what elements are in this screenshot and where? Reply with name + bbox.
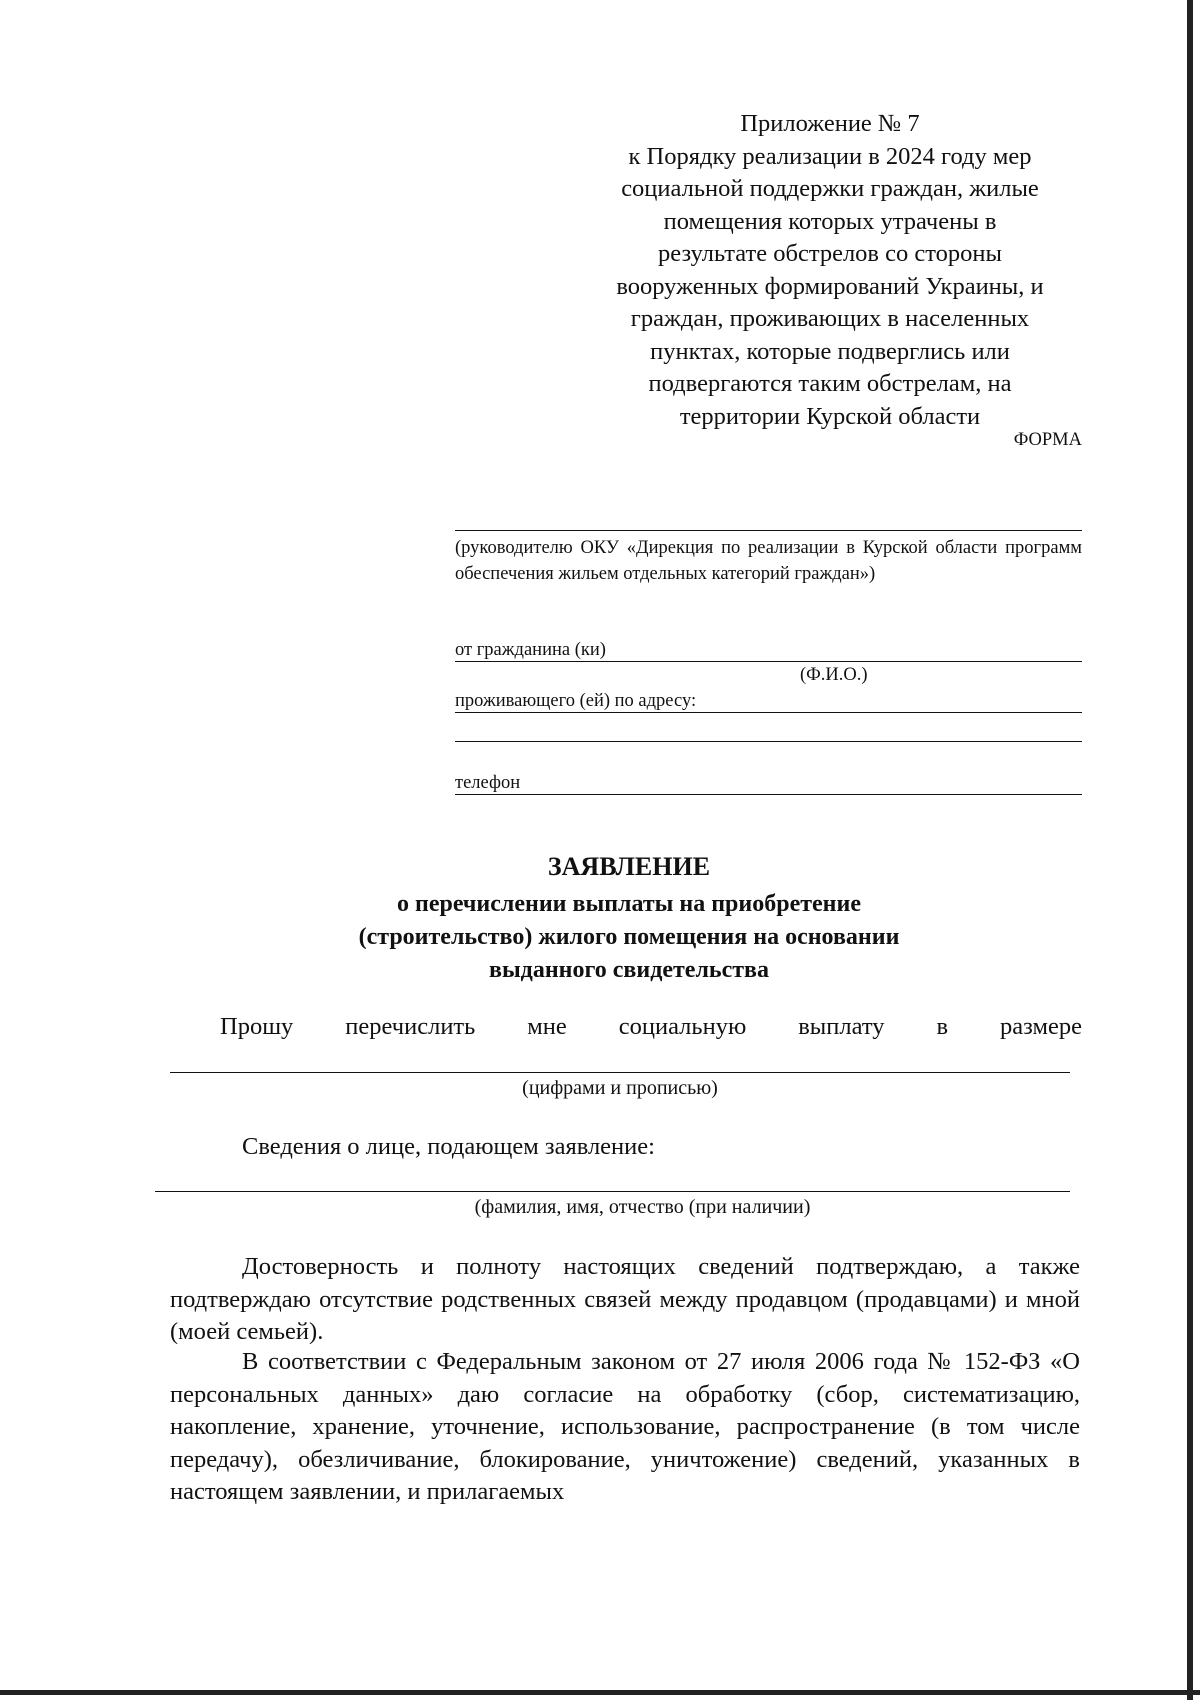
citizen-name-label: от гражданина (ки): [455, 640, 606, 660]
confirmation-paragraph: [170, 1251, 1080, 1349]
request-word: Прошу: [220, 1013, 294, 1040]
request-word: социальную: [618, 1013, 747, 1040]
applicant-name-field[interactable]: [155, 1191, 1070, 1192]
subtitle-line: (строительство) жилого помещения на основании: [358, 924, 900, 950]
appendix-line: вооруженных формирований Украины, и: [616, 272, 1044, 300]
appendix-line: пунктах, которые подверглись или: [650, 337, 1010, 365]
appendix-line: помещения которых утрачены в: [663, 207, 997, 235]
request-word: перечислить: [345, 1013, 476, 1040]
address-continuation-field[interactable]: [455, 741, 1082, 742]
request-sentence: [220, 1013, 1082, 1041]
citizen-name-field[interactable]: [455, 639, 1082, 662]
paragraph-text: В соответствии с Федеральным законом от 27 июля 2006 года № 152-ФЗ «О персональных данных» даю согласие на обработку (сбор, систематизацию, накопление, хранение, уточнение, использование, распространение (в том числе передачу), обезличивание, блокирование, уничтожение) сведений, указанных в настоящем заявлении, и прилагаемых: [170, 1348, 1080, 1505]
address-label: проживающего (ей) по адресу:: [455, 691, 697, 711]
appendix-line: результате обстрелов со стороны: [658, 240, 1002, 267]
appendix-header: [560, 108, 1100, 433]
phone-label: телефон: [455, 773, 521, 793]
request-word: в: [936, 1013, 949, 1040]
addressee-text: (руководителю ОКУ «Дирекция по реализации в Курской области программ обеспечения жильем отдельных категорий граждан»): [455, 538, 1082, 584]
page-edge-bottom: [0, 1690, 1200, 1695]
addressee-rule: [455, 530, 1082, 531]
page-edge-right: [1187, 0, 1193, 1700]
appendix-line: территории Курской области: [679, 402, 981, 430]
document-subtitle: [170, 888, 1088, 987]
request-word: размере: [1000, 1013, 1082, 1040]
appendix-line: граждан, проживающих в населенных: [630, 305, 1030, 332]
address-field[interactable]: [455, 690, 1082, 713]
appendix-line: к Порядку реализации в 2024 году мер: [628, 142, 1032, 170]
form-label: ФОРМА: [1013, 430, 1082, 450]
appendix-line: подвергаются таким обстрелам, на: [648, 370, 1012, 397]
subtitle-line: выданного свидетельства: [488, 957, 770, 983]
document-title: ЗАЯВЛЕНИЕ: [547, 852, 711, 881]
applicant-label: Сведения о лице, подающем заявление:: [242, 1133, 655, 1160]
consent-paragraph: [170, 1346, 1080, 1509]
applicant-name-hint: (фамилия, имя, отчество (при наличии): [474, 1196, 811, 1218]
subtitle-line: о перечислении выплаты на приобретение: [397, 891, 861, 917]
request-word: выплату: [798, 1013, 885, 1040]
phone-field[interactable]: [455, 772, 1082, 795]
appendix-line: социальной поддержки граждан, жилые: [621, 175, 1039, 202]
request-word: мне: [527, 1013, 567, 1040]
amount-hint: (цифрами и прописью): [522, 1077, 718, 1099]
appendix-line: Приложение № 7: [740, 110, 920, 137]
amount-field[interactable]: [170, 1072, 1070, 1073]
paragraph-text: Достоверность и полноту настоящих сведений подтверждаю, а также подтверждаю отсутствие родственных связей между продавцом (продавцами) и мной (моей семьей).: [170, 1253, 1080, 1345]
fio-hint: (Ф.И.О.): [800, 665, 868, 685]
